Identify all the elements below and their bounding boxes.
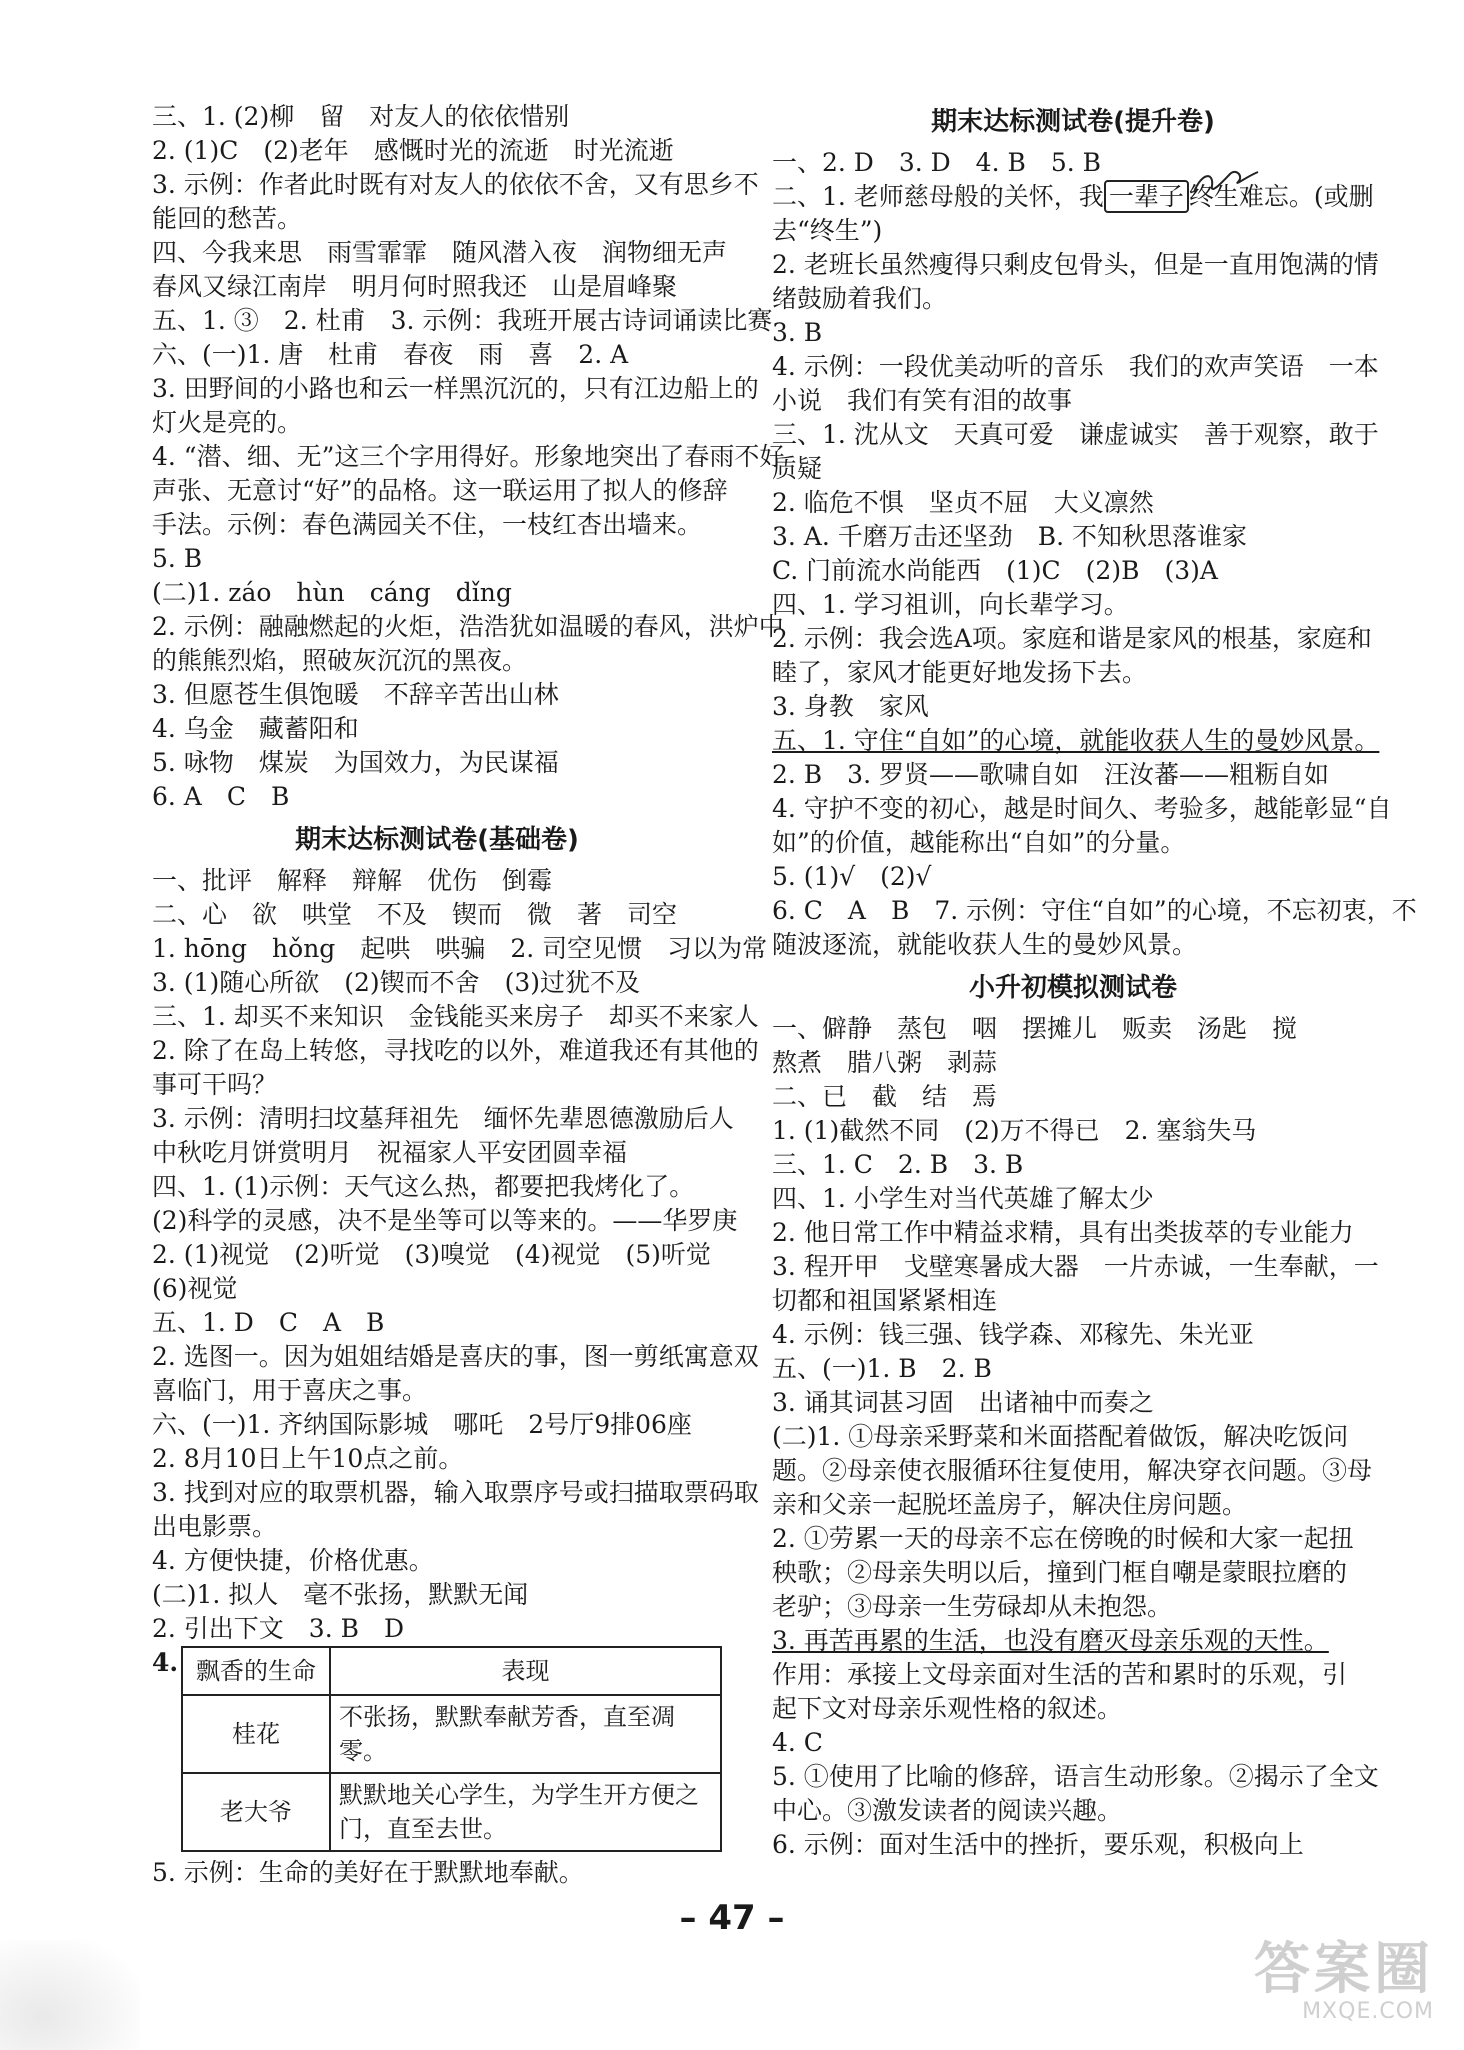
answer-line: 6. 示例：面对生活中的挫折，要乐观，积极向上: [772, 1830, 1304, 1859]
answer-line: 切都和祖国紧紧相连: [772, 1286, 998, 1315]
table-header-row: [182, 1647, 721, 1695]
answer-line: (2)科学的灵感，决不是坐等可以等来的。——华罗庚: [152, 1206, 738, 1235]
answer-line: 四、今我来思 雨雪霏霏 随风潜入夜 润物细无声: [152, 238, 728, 267]
answer-line: 2. ①劳累一天的母亲不忘在傍晚的时候和大家一起扭: [772, 1524, 1354, 1553]
answer-line: 随波逐流，就能收获人生的曼妙风景。: [772, 930, 1198, 959]
answer-line: 三、1. C 2. B 3. B: [772, 1150, 1024, 1179]
answer-line: 老驴；③母亲一生劳碌却从未抱怨。: [772, 1592, 1173, 1621]
answer-line: 三、1. 沈从文 天真可爱 谦虚诚实 善于观察，敢于: [772, 420, 1379, 449]
answer-line: 2. B 3. 罗贤——歌啸自如 汪汝蕃——粗粝自如: [772, 760, 1329, 789]
answer-line: 三、1. (2)柳 留 对友人的依依惜别: [152, 102, 570, 131]
answer-block-left-bottom: [152, 864, 768, 1646]
section-title-advanced: 期末达标测试卷(提升卷): [931, 107, 1215, 137]
answer-line: 中心。③激发读者的阅读兴趣。: [772, 1796, 1123, 1825]
answer-line: 2. 除了在岛上转悠，寻找吃的以外，难道我还有其他的: [152, 1036, 759, 1065]
answer-line: 2. (1)C (2)老年 感慨时光的流逝 时光流逝: [152, 136, 674, 165]
answer-line: 出电影票。: [152, 1512, 278, 1541]
answer-line: C. 门前流水尚能西 (1)C (2)B (3)A: [772, 556, 1218, 585]
answer-line: 绪鼓励着我们。: [772, 284, 948, 313]
table-cell-name: 老大爷: [182, 1773, 330, 1851]
answer-line: 5. (1)√ (2)√: [772, 862, 932, 891]
answer-line: 四、1. (1)示例：天气这么热，都要把我烤化了。: [152, 1172, 695, 1201]
answer-line: 3. A. 千磨万击还坚劲 B. 不知秋思落谁家: [772, 522, 1248, 551]
answer-line: 3. 程开甲 戈壁寒暑成大器 一片赤诚，一生奉献，一: [772, 1252, 1379, 1281]
answer-line: 2. 老班长虽然瘦得只剩皮包骨头，但是一直用饱满的情: [772, 250, 1379, 279]
answer-line: 2. 选图一。因为姐姐结婚是喜庆的事，图一剪纸寓意双: [152, 1342, 759, 1371]
answer-line: 作用：承接上文母亲面对生活的苦和累时的乐观，引: [772, 1660, 1348, 1689]
answer-line: 灯火是亮的。: [152, 408, 303, 437]
answer-line-with-box: [772, 180, 1374, 214]
answer-line-underlined: [772, 724, 1380, 758]
answer-line: 事可干吗？: [152, 1070, 278, 1099]
answer-line: 3. 找到对应的取票机器，输入取票序号或扫描取票码取: [152, 1478, 759, 1507]
answer-line: 5. 示例：生命的美好在于默默地奉献。: [152, 1858, 584, 1887]
answer-line: 6. C A B 7. 示例：守住“自如”的心境，不忘初衷，不: [772, 896, 1417, 925]
answer-line: 3. (1)随心所欲 (2)锲而不舍 (3)过犹不及: [152, 968, 641, 997]
answer-block-left-top: [152, 100, 785, 814]
answer-line: 3. 示例：清明扫坟墓拜祖先 缅怀先辈恩德激励后人: [152, 1104, 734, 1133]
answer-line: 2. (1)视觉 (2)听觉 (3)嗅觉 (4)视觉 (5)听觉: [152, 1240, 711, 1269]
table-row: [182, 1773, 721, 1851]
table-header-desc: 表现: [330, 1647, 721, 1695]
answer-block-right-3: [772, 758, 1417, 962]
answer-line: 4. C: [772, 1728, 823, 1757]
watermark-text: 答案圈: [1254, 1937, 1434, 2002]
table-row: [182, 1695, 721, 1773]
table-cell-name: 桂花: [182, 1695, 330, 1773]
answer-line: 二、心 欲 哄堂 不及 锲而 微 著 司空: [152, 900, 678, 929]
answer-line: 一、2. D 3. D 4. B 5. B: [772, 148, 1102, 177]
hand-drawn-curl-mark: [1192, 168, 1262, 198]
answer-line: 3. 诵其词甚习固 出诸袖中而奏之: [772, 1388, 1154, 1417]
answer-line: 3. 身教 家风: [772, 692, 929, 721]
answer-line: 4. 示例：一段优美动听的音乐 我们的欢声笑语 一本: [772, 352, 1379, 381]
answer-line: 睦了，家风才能更好地发扬下去。: [772, 658, 1148, 687]
table-cell-desc: 默默地关心学生，为学生开方便之门，直至去世。: [330, 1773, 721, 1851]
answer-line: 亲和父亲一起脱坯盖房子，解决住房问题。: [772, 1490, 1248, 1519]
answer-line: (二)1. 拟人 毫不张扬，默默无闻: [152, 1580, 529, 1609]
answer-line: 喜临门，用于喜庆之事。: [152, 1376, 428, 1405]
section-title-mock: 小升初模拟测试卷: [968, 973, 1177, 1003]
answer-line: 4. 示例：钱三强、钱学森、邓稼先、朱光亚: [772, 1320, 1254, 1349]
page-number: – 47 –: [679, 1898, 785, 1938]
answer-text: 终生难忘。(或删: [1188, 182, 1374, 211]
watermark-url: MXQE.COM: [1302, 1999, 1434, 2024]
answer-line: 五、1. D C A B: [152, 1308, 385, 1337]
answer-line: (二)1. ①母亲采野菜和米面搭配着做饭，解决吃饭问: [772, 1422, 1349, 1451]
answer-line: 如”的价值，越能称出“自如”的分量。: [772, 828, 1186, 857]
answer-line: 1. (1)截然不同 (2)万不得已 2. 塞翁失马: [772, 1116, 1257, 1145]
section-title-basic: 期末达标测试卷(基础卷): [295, 825, 579, 855]
answer-line: 起下文对母亲乐观性格的叙述。: [772, 1694, 1123, 1723]
answer-line: 1. hōng hǒng 起哄 哄骗 2. 司空见惯 习以为常: [152, 934, 768, 963]
answer-line: 3. 但愿苍生俱饱暖 不辞辛苦出山林: [152, 680, 559, 709]
boxed-word: 一辈子: [1104, 180, 1189, 213]
answer-line: 2. 示例：融融燃起的火炬，浩浩犹如温暖的春风，洪炉中: [152, 612, 784, 641]
answer-line: 2. 引出下文 3. B D: [152, 1614, 405, 1643]
answer-line: 题。②母亲使衣服循环往复使用，解决穿衣问题。③母: [772, 1456, 1373, 1485]
answer-line: 五、(一)1. B 2. B: [772, 1354, 992, 1383]
answer-block-right-2: [772, 214, 1379, 724]
answer-line: 二、已 截 结 焉: [772, 1082, 998, 1111]
answer-line: 六、(一)1. 齐纳国际影城 哪吒 2号厅9排06座: [152, 1410, 692, 1439]
answer-line: 6. A C B: [152, 782, 290, 811]
answer-line: 声张、无意讨“好”的品格。这一联运用了拟人的修辞: [152, 476, 728, 505]
watermark-logo: [1214, 1937, 1434, 2030]
answer-block-right-4: [772, 1012, 1379, 1624]
answer-line: 能回的愁苦。: [152, 204, 303, 233]
answer-line: 四、1. 小学生对当代英雄了解太少: [772, 1184, 1154, 1213]
answer-line: 质疑: [772, 454, 823, 483]
answer-line: 3. B: [772, 318, 823, 347]
answer-block-right-1: [772, 146, 1374, 180]
answer-line: 4. 方便快捷，价格优惠。: [152, 1546, 434, 1575]
answer-block-right-5: [772, 1658, 1379, 1862]
answer-line: 春风又绿江南岸 明月何时照我还 山是眉峰聚: [152, 272, 678, 301]
answer-line: 5. 咏物 煤炭 为国效力，为民谋福: [152, 748, 559, 777]
answer-line: 4. “潜、细、无”这三个字用得好。形象地突出了春雨不好: [152, 442, 785, 471]
answer-line: 4. 守护不变的初心，越是时间久、考验多，越能彰显“自: [772, 794, 1392, 823]
answer-line: 5. B: [152, 544, 203, 573]
answer-line: 小说 我们有笑有泪的故事: [772, 386, 1073, 415]
answer-line-underlined: [772, 1624, 1374, 1658]
answer-line: 2. 8月10日上午10点之前。: [152, 1444, 464, 1473]
answer-line: 四、1. 学习祖训，向长辈学习。: [772, 590, 1129, 619]
right-column: [772, 100, 1417, 1862]
answer-table-wrap: [152, 1646, 722, 1852]
answer-line: 手法。示例：春色满园关不住，一枝红杏出墙来。: [152, 510, 703, 539]
answer-line: (二)1. záo hùn cáng dǐng: [152, 578, 512, 607]
answer-line: 2. 示例：我会选A项。家庭和谐是家风的根基，家庭和: [772, 624, 1372, 653]
answer-table: [181, 1646, 722, 1852]
answer-line: 一、僻静 蒸包 咽 摆摊儿 贩卖 汤匙 搅: [772, 1014, 1298, 1043]
table-number: 4.: [152, 1648, 179, 1677]
answer-line: 六、(一)1. 唐 杜甫 春夜 雨 喜 2. A: [152, 340, 629, 369]
scan-smudge: [0, 1940, 140, 2050]
answer-text: 二、1. 老师慈母般的关怀，我: [772, 182, 1104, 211]
answer-line: 三、1. 却买不来知识 金钱能买来房子 却买不来家人: [152, 1002, 759, 1031]
answer-line: 2. 他日常工作中精益求精，具有出类拔萃的专业能力: [772, 1218, 1354, 1247]
left-column: [152, 100, 785, 1890]
table-header-name: 飘香的生命: [182, 1647, 330, 1695]
answer-line: 2. 临危不惧 坚贞不屈 大义凛然: [772, 488, 1154, 517]
answer-line: 3. 田野间的小路也和云一样黑沉沉的，只有江边船上的: [152, 374, 759, 403]
answer-line: 熬煮 腊八粥 剥蒜: [772, 1048, 998, 1077]
underlined-text: 五、1. 守住“自如”的心境，就能收获人生的曼妙风景。: [772, 726, 1380, 755]
answer-line: 五、1. ③ 2. 杜甫 3. 示例：我班开展古诗词诵读比赛: [152, 306, 773, 335]
answer-line: (6)视觉: [152, 1274, 238, 1303]
answer-line: 4. 乌金 藏蓄阳和: [152, 714, 359, 743]
answer-line: 的熊熊烈焰，照破灰沉沉的黑夜。: [152, 646, 528, 675]
answer-line: 中秋吃月饼赏明月 祝福家人平安团圆幸福: [152, 1138, 628, 1167]
underlined-text: 3. 再苦再累的生活，也没有磨灭母亲乐观的天性。: [772, 1626, 1329, 1655]
answer-line: 3. 示例：作者此时既有对友人的依依不舍，又有思乡不: [152, 170, 759, 199]
answer-line: 5. ①使用了比喻的修辞，语言生动形象。②揭示了全文: [772, 1762, 1379, 1791]
answer-line: 去“终生”): [772, 216, 883, 245]
table-cell-desc: 不张扬，默默奉献芳香，直至凋零。: [330, 1695, 721, 1773]
answer-line: 秧歌；②母亲失明以后，撞到门框自嘲是蒙眼拉磨的: [772, 1558, 1348, 1587]
answer-line: 一、批评 解释 辩解 优伤 倒霉: [152, 866, 553, 895]
